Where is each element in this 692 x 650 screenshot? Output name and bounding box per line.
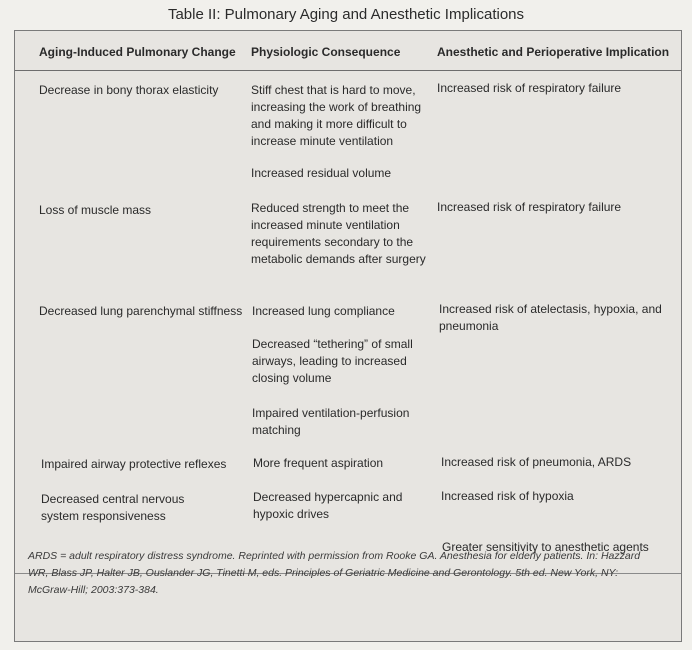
row2-change: Loss of muscle mass xyxy=(39,203,152,217)
row3-consequence-2: Decreased “tethering” of small airways, leading to increased closing volume xyxy=(252,337,413,385)
row3-consequence-1: Increased lung compliance xyxy=(252,304,395,318)
row3-consequence-3: Impaired ventilation-perfusion matching xyxy=(252,406,410,437)
row1-consequence-2: Increased residual volume xyxy=(251,166,392,180)
row3-change: Decreased lung parenchymal stiffness xyxy=(39,304,243,318)
header-physiologic-consequence: Physiologic Consequence xyxy=(251,45,401,59)
row5-implication-2: Greater sensitivity to anesthetic agents xyxy=(442,540,649,554)
row5-change: Decreased central nervous system responsiveness xyxy=(41,492,185,523)
row5-implication-1: Increased risk of hypoxia xyxy=(441,489,574,503)
row4-implication: Increased risk of pneumonia, ARDS xyxy=(441,455,632,469)
row3-implication: Increased risk of atelectasis, hypoxia, and pneumonia xyxy=(439,302,662,333)
table-title: Table II: Pulmonary Aging and Anesthetic Implications xyxy=(167,6,525,23)
table-footnote: ARDS = adult respiratory distress syndrome. Reprinted with permission from Rooke GA. Anesthesia for elderly patients. In: Hazzard WR, Blass JP, Halter JB, Ouslander JG, Tinetti M, eds. Principles of Geriatric Medicine and Gerontology. 5th ed. New York, NY: McGraw-Hill; 2003:373-384. xyxy=(28,550,641,596)
header-divider xyxy=(15,70,681,71)
row4-consequence-1: More frequent aspiration xyxy=(253,456,384,470)
row5-consequence-1: Decreased hypercapnic and hypoxic drives xyxy=(253,490,403,521)
row2-implication: Increased risk of respiratory failure xyxy=(437,200,622,214)
header-anesthetic-implication: Anesthetic and Perioperative Implication xyxy=(437,45,670,59)
header-aging-change: Aging-Induced Pulmonary Change xyxy=(39,45,236,59)
row1-implication: Increased risk of respiratory failure xyxy=(437,81,622,95)
row1-consequence-1: Stiff chest that is hard to move, increasing the work of breathing and making it more difficult to increase minute ventilation xyxy=(251,83,422,148)
row1-change: Decrease in bony thorax elasticity xyxy=(39,83,219,97)
row2-consequence-1: Reduced strength to meet the increased minute ventilation requirements secondary to the metabolic demands after surgery xyxy=(251,201,426,266)
row4-change: Impaired airway protective reflexes xyxy=(41,457,227,471)
